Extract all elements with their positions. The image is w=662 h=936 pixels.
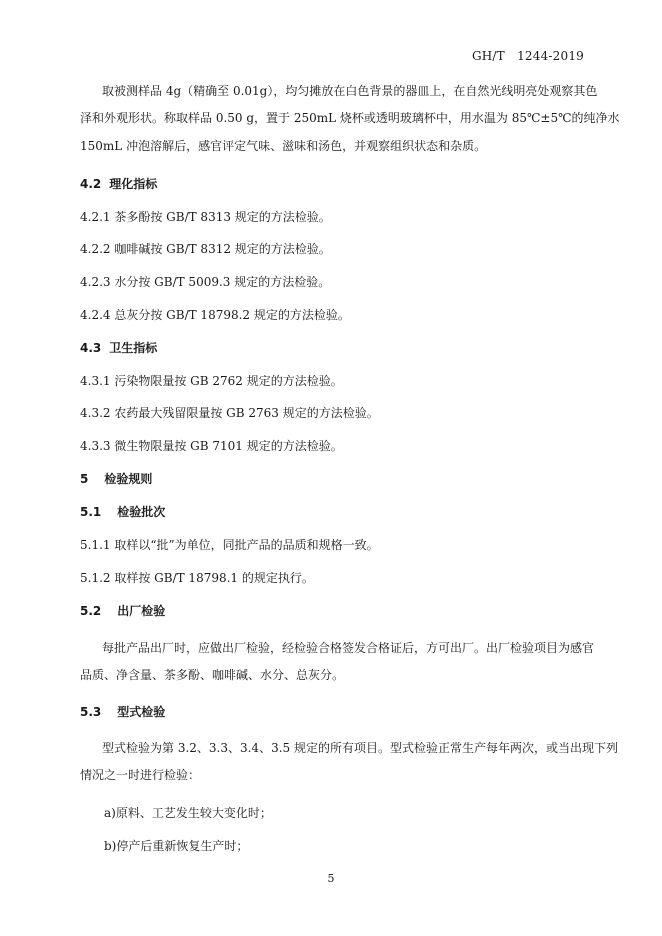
section-5-heading	[80, 471, 152, 487]
factory-inspection-line-1: 每批产品出厂时，应做出厂检验，经检验合格签发合格证后，方可出厂。出厂检验项目为感官	[102, 641, 595, 655]
clause-4-2-2: 4.2.2 咖啡碱按 GB/T 8312 规定的方法检验。	[80, 242, 331, 256]
clause-4-2-3: 4.2.3 水分按 GB/T 5009.3 规定的方法检验。	[80, 275, 331, 289]
type-inspection-line-1: 型式检验为第 3.2、3.3、3.4、3.5 规定的所有项目。型式检验正常生产每年两次，或当出现下列	[102, 741, 618, 755]
clause-4-2-4: 4.2.4 总灰分按 GB/T 18798.2 规定的方法检验。	[80, 308, 350, 322]
section-title: 检验批次	[117, 505, 166, 519]
section-number: 5.2	[80, 604, 102, 618]
section-title: 卫生指标	[109, 341, 158, 355]
section-4-3-heading	[80, 340, 157, 356]
section-title: 检验规则	[104, 472, 153, 486]
sensory-paragraph-line-2: 泽和外观形状。称取样品 0.50 g，置于 250mL 烧杯或透明玻璃杯中，用水温为 85℃±5℃的纯净水	[80, 111, 620, 125]
section-5-3-heading	[80, 704, 165, 720]
header-rule	[78, 65, 584, 66]
factory-inspection-line-2: 品质、净含量、茶多酚、咖啡碱、水分、总灰分。	[80, 668, 345, 682]
section-number: 5	[80, 472, 89, 486]
page-number: 5	[327, 872, 335, 885]
section-title: 型式检验	[117, 705, 166, 719]
sensory-paragraph-line-1: 取被测样品 4g（精确至 0.01g），均匀摊放在白色背景的器皿上，在自然光线明亮处观察其色	[102, 84, 598, 98]
section-5-2-heading	[80, 603, 165, 619]
sensory-paragraph-line-3: 150mL 冲泡溶解后，感官评定气味、滋味和汤色，并观察组织状态和杂质。	[80, 139, 487, 153]
section-number: 4.2	[80, 177, 102, 191]
standard-number-header: GH/T 1244-2019	[471, 49, 584, 63]
clause-4-3-3: 4.3.3 微生物限量按 GB 7101 规定的方法检验。	[80, 439, 343, 453]
clause-5-1-1: 5.1.1 取样以“批”为单位，同批产品的品质和规格一致。	[80, 538, 379, 552]
list-item-a: a)原料、工艺发生较大变化时；	[104, 806, 272, 820]
section-number: 5.1	[80, 505, 102, 519]
clause-4-3-1: 4.3.1 污染物限量按 GB 2762 规定的方法检验。	[80, 374, 343, 388]
type-inspection-line-2: 情况之一时进行检验：	[80, 768, 201, 782]
section-number: 4.3	[80, 341, 102, 355]
section-number: 5.3	[80, 705, 102, 719]
clause-4-2-1: 4.2.1 茶多酚按 GB/T 8313 规定的方法检验。	[80, 210, 331, 224]
clause-5-1-2: 5.1.2 取样按 GB/T 18798.1 的规定执行。	[80, 571, 314, 585]
list-item-b: b)停产后重新恢复生产时；	[104, 839, 249, 853]
section-5-1-heading	[80, 504, 165, 520]
clause-4-3-2: 4.3.2 农药最大残留限量按 GB 2763 规定的方法检验。	[80, 406, 379, 420]
section-title: 理化指标	[109, 177, 158, 191]
section-title: 出厂检验	[117, 604, 166, 618]
section-4-2-heading	[80, 176, 157, 192]
